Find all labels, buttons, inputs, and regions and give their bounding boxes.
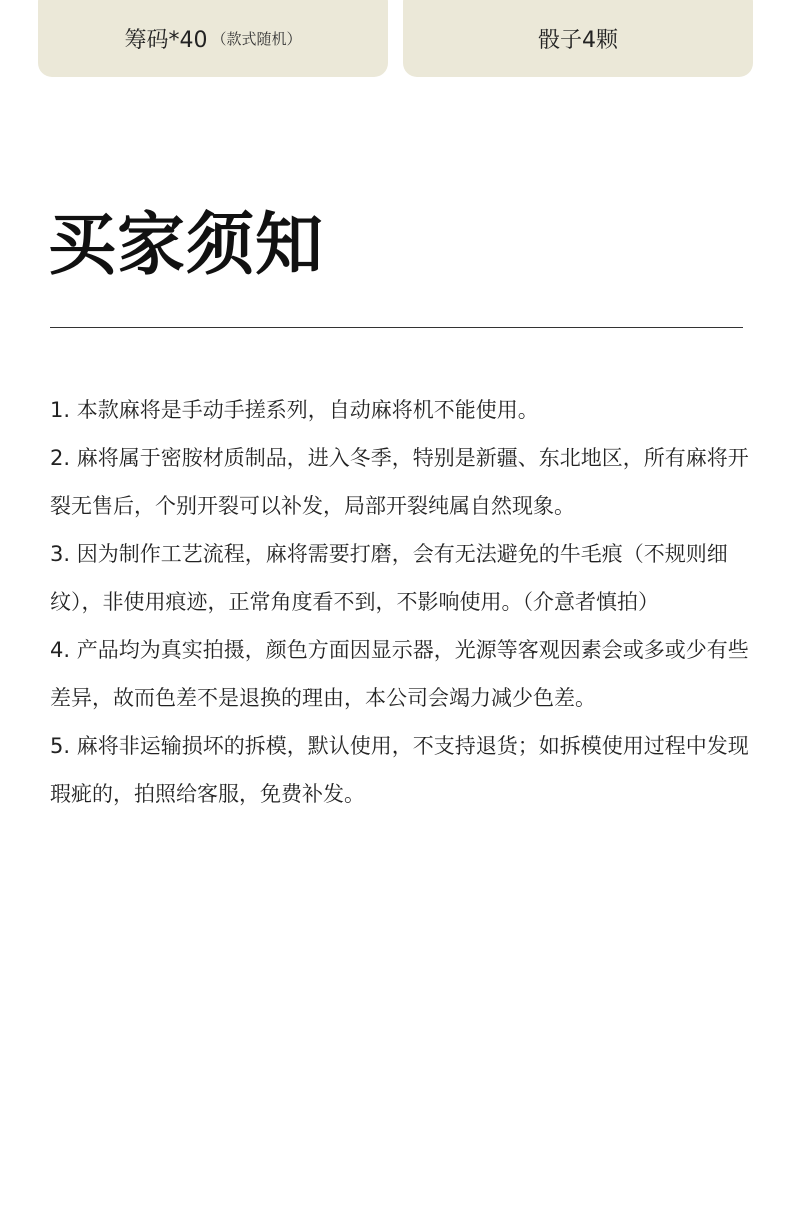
notice-list	[50, 386, 750, 818]
accessory-cards	[38, 0, 753, 78]
page-title: 买家须知	[48, 206, 325, 285]
notice-item-3: 3. 因为制作工艺流程，麻将需要打磨，会有无法避免的牛毛痕（不规则细纹），非使用痕迹，正常角度看不到，不影响使用。（介意者慎拍）	[50, 542, 728, 614]
notice-item-2: 2. 麻将属于密胺材质制品，进入冬季，特别是新疆、东北地区，所有麻将开裂无售后，个别开裂可以补发，局部开裂纯属自然现象。	[50, 446, 749, 518]
card-dice	[403, 0, 753, 77]
card-chips	[38, 0, 388, 77]
notice-item-1: 1. 本款麻将是手动手搓系列，自动麻将机不能使用。	[50, 398, 539, 422]
card-chips-note: （款式随机）	[211, 30, 302, 48]
title-divider	[50, 327, 743, 328]
card-dice-label: 骰子4颗	[538, 28, 618, 53]
notice-item-4: 4. 产品均为真实拍摄，颜色方面因显示器，光源等客观因素会或多或少有些差异，故而色差不是退换的理由，本公司会竭力减少色差。	[50, 638, 749, 710]
notice-item-5: 5. 麻将非运输损坏的拆模，默认使用，不支持退货；如拆模使用过程中发现瑕疵的，拍照给客服，免费补发。	[50, 734, 749, 806]
card-chips-label: 筹码*40	[124, 28, 208, 53]
